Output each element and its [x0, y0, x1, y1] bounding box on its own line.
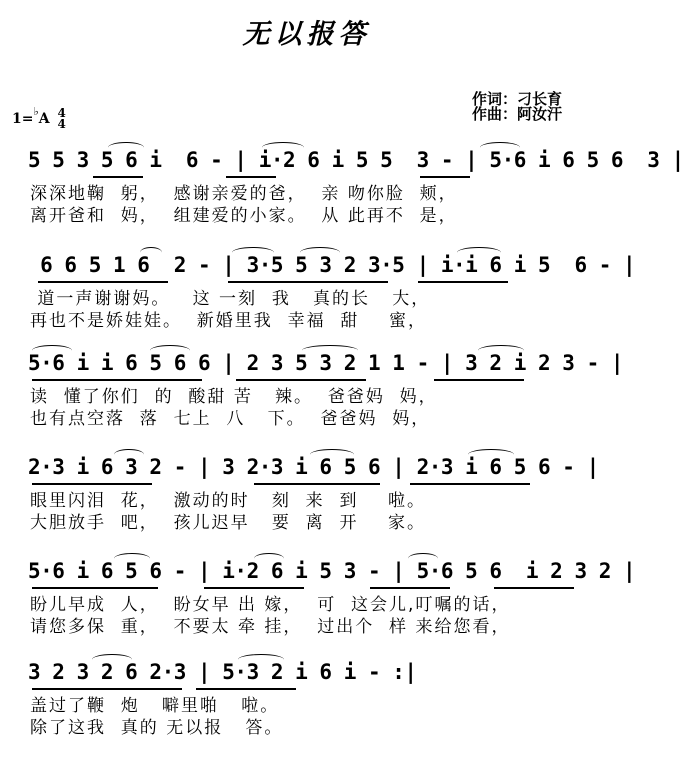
underline-beam — [32, 379, 202, 381]
slur — [140, 247, 162, 258]
lyric-verse-1: 眼里闪泪 花， 激动的时 刻 来 到 啦。 — [30, 491, 427, 511]
slur — [457, 247, 501, 258]
time-unit: 4 — [57, 117, 66, 131]
lyric-verse-2: 也有点空落 落 七上 八 下。 爸爸妈 妈， — [30, 409, 431, 429]
lyric-verse-1: 道一声谢谢妈。 这 一刻 我 真的长 大， — [30, 289, 431, 309]
flat-sign: ♭ — [33, 105, 39, 118]
underline-beam — [226, 176, 276, 178]
slur — [150, 345, 190, 356]
time-beats: 4 — [57, 106, 66, 120]
underline-beam — [418, 281, 508, 283]
time-signature — [57, 108, 65, 130]
slur — [254, 553, 284, 564]
underline-beam — [32, 587, 158, 589]
slur — [114, 553, 150, 564]
lyric-verse-2: 离开爸和 妈， 组建爱的小家。 从 此再不 是， — [30, 206, 458, 226]
underline-beam — [434, 379, 524, 381]
underline-beam — [370, 587, 450, 589]
score-system-6 — [0, 660, 613, 760]
underline-beam — [93, 176, 143, 178]
slur — [262, 142, 304, 153]
slur — [300, 247, 340, 258]
slur — [478, 345, 524, 356]
slur — [480, 142, 520, 153]
slur — [408, 553, 438, 564]
slur — [108, 142, 144, 153]
lyricist-credit: 作词：刁长育 — [472, 90, 563, 108]
score-system-4 — [0, 455, 613, 555]
underline-beam — [494, 587, 574, 589]
underline-beam — [32, 688, 182, 690]
score-system-5 — [0, 559, 636, 659]
underline-beam — [32, 483, 152, 485]
lyric-verse-2: 除了这我 真的 无以报 答。 — [30, 718, 284, 738]
underline-beam — [410, 483, 530, 485]
lyric-verse-2: 再也不是娇娃娃。 新婚里我 幸福 甜 蜜， — [30, 311, 428, 331]
key-prefix: 1= — [12, 111, 34, 127]
lyric-verse-2: 大胆放手 吧， 孩儿迟早 要 离 开 家。 — [30, 513, 427, 533]
composer-credit: 作曲：阿汝汗 — [472, 105, 563, 123]
notes-line: 5·6 i 6 5 6 - | i·2 6 i 5 3 - | 5·6 5 6 i 2 3 2 | — [28, 559, 636, 583]
lyric-verse-1: 读 懂了你们 的 酸甜 苦 辣。 爸爸妈 妈， — [30, 387, 438, 407]
underline-beam — [38, 281, 168, 283]
slur — [114, 449, 144, 460]
slur — [32, 345, 72, 356]
notes-line: 5·6 i i 6 5 6 6 | 2 3 5 3 2 1 1 - | 3 2 i 2 3 - | — [28, 351, 624, 375]
underline-beam — [196, 688, 296, 690]
lyric-verse-1: 深深地鞠 躬， 感谢亲爱的爸， 亲 吻你脸 颊， — [30, 184, 458, 204]
score-system-3 — [0, 351, 624, 451]
slur — [92, 654, 132, 665]
underline-beam — [228, 281, 388, 283]
slur — [468, 449, 514, 460]
underline-beam — [254, 483, 380, 485]
key-name: A — [38, 111, 50, 127]
lyric-verse-1: 盖过了鞭 炮 噼里啪 啦。 — [30, 696, 280, 716]
notes-line: 2·3 i 6 3 2 - | 3 2·3 i 6 5 6 | 2·3 i 6 5 6 - | — [28, 455, 599, 479]
lyric-verse-1: 盼儿早成 人， 盼女早 出 嫁， 可 这会儿,叮嘱的话， — [30, 595, 511, 615]
score-system-2 — [0, 253, 636, 353]
key-signature — [12, 105, 66, 131]
notes-line: 3 2 3 2 6 2·3 | 5·3 2 i 6 i - :| — [28, 660, 417, 684]
slur — [232, 247, 274, 258]
score-system-1 — [0, 148, 684, 248]
underline-beam — [236, 379, 366, 381]
slur — [310, 449, 354, 460]
slur — [238, 654, 284, 665]
notes-line: 5 5 3 5 6 i 6 - | i·2 6 i 5 5 3 - | 5·6 i 6 5 6 3 | — [28, 148, 684, 172]
underline-beam — [420, 176, 470, 178]
underline-beam — [204, 587, 304, 589]
lyric-verse-2: 请您多保 重， 不要太 牵 挂， 过出个 样 来给您看， — [30, 617, 511, 637]
notes-line: 6 6 5 1 6 2 - | 3·5 5 3 2 3·5 | i·i 6 i 5 6 - | — [28, 253, 636, 277]
song-title: 无以报答 — [242, 19, 371, 50]
slur — [302, 345, 358, 356]
